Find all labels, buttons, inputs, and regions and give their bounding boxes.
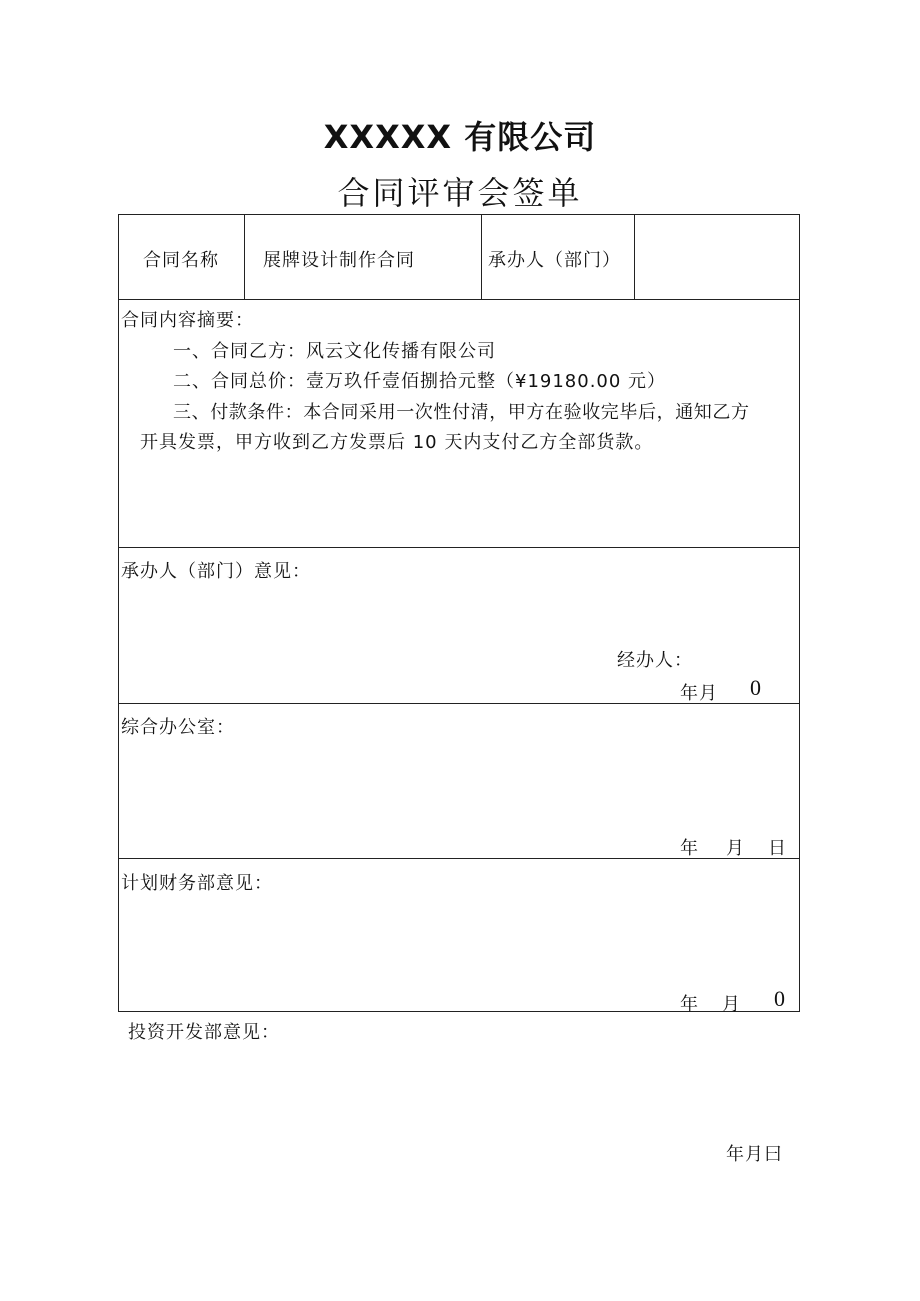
general-office-label: 综合办公室：	[121, 717, 235, 738]
column-divider	[634, 215, 635, 299]
summary-item-3-line-2: 开具发票，甲方收到乙方发票后 10 天内支付乙方全部货款。	[140, 432, 654, 453]
form-title: 合同评审会签单	[337, 174, 583, 212]
handler-label: 承办人（部门）	[488, 250, 621, 271]
investment-date: 年月曰	[726, 1144, 783, 1165]
general-office-day: 日	[768, 838, 787, 859]
handler-opinion-label: 承办人（部门）意见：	[121, 561, 311, 582]
summary-item-3-line-1: 三、付款条件：本合同采用一次性付清，甲方在验收完毕后，通知乙方	[173, 402, 750, 423]
finance-label: 计划财务部意见：	[121, 873, 273, 894]
general-office-month: 月	[726, 838, 745, 859]
summary-label: 合同内容摘要：	[121, 310, 254, 331]
column-divider	[481, 215, 482, 299]
finance-day-value: 0	[774, 986, 786, 1011]
finance-year: 年	[680, 994, 699, 1015]
summary-item-2: 二、合同总价：壹万玖仟壹佰捌拾元整（¥19180.00 元）	[173, 371, 667, 392]
column-divider	[244, 215, 245, 299]
handler-date: 年月	[680, 683, 718, 704]
investment-label: 投资开发部意见：	[128, 1022, 280, 1043]
finance-month: 月	[722, 994, 741, 1015]
agent-label: 经办人：	[617, 650, 693, 671]
company-title: XXXXX 有限公司	[323, 118, 597, 156]
row-divider	[119, 299, 799, 300]
row-divider	[119, 547, 799, 548]
contract-name-label: 合同名称	[143, 250, 219, 271]
handler-day-value: 0	[750, 675, 762, 700]
summary-item-1: 一、合同乙方：风云文化传播有限公司	[173, 341, 496, 362]
general-office-year: 年	[680, 838, 699, 859]
contract-name-value: 展牌设计制作合同	[263, 250, 415, 271]
